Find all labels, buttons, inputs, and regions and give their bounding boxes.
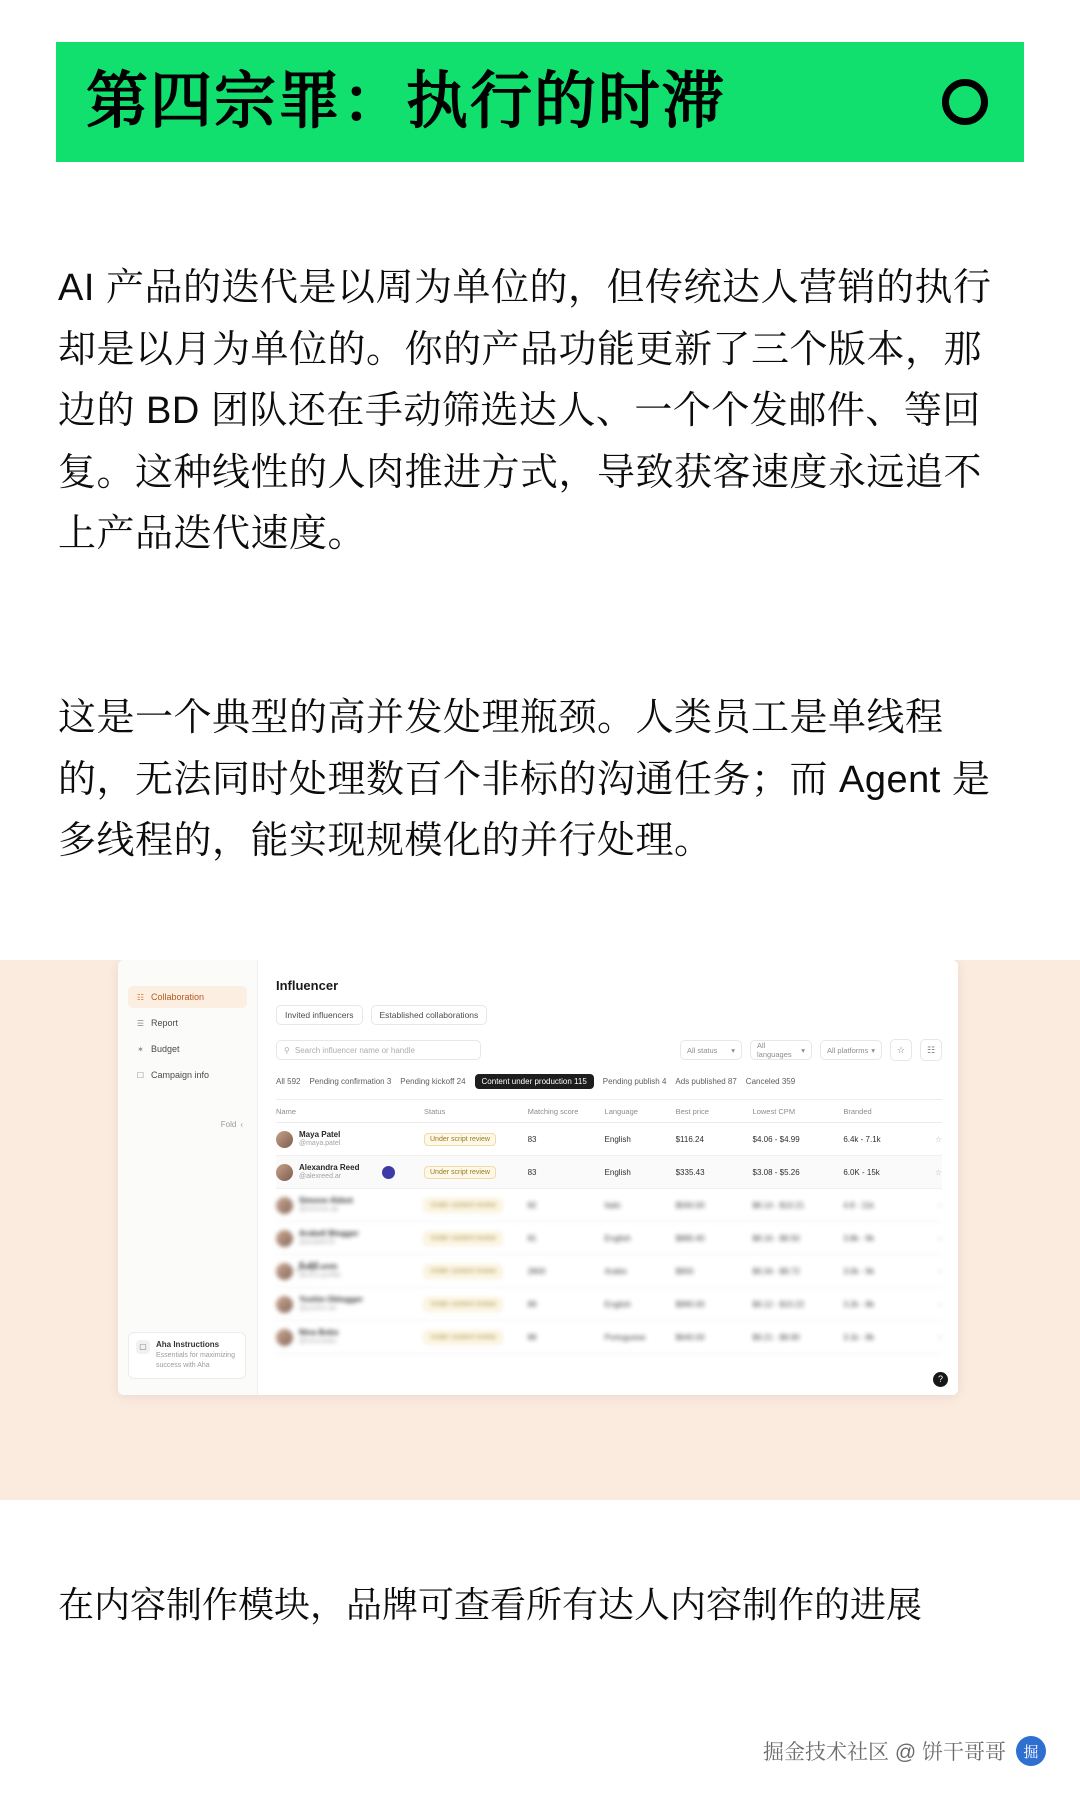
megaphone-icon: ☐ xyxy=(136,1070,145,1080)
document-icon: ☰ xyxy=(136,1018,145,1028)
star-icon[interactable]: ☆ xyxy=(890,1039,912,1061)
avatar xyxy=(276,1230,293,1247)
chevron-down-icon: ▾ xyxy=(801,1045,805,1055)
sidebar-fold-label: Fold xyxy=(220,1120,237,1129)
table-row[interactable] xyxy=(276,1156,942,1189)
avatar xyxy=(276,1131,293,1148)
row-status-cell xyxy=(424,1265,528,1278)
avatar xyxy=(276,1263,293,1280)
avatar xyxy=(276,1197,293,1214)
search-placeholder: Search influencer name or handle xyxy=(294,1045,415,1055)
chevron-left-icon: ‹ xyxy=(240,1120,243,1129)
table-row[interactable] xyxy=(276,1123,942,1156)
app-screenshot xyxy=(118,960,958,1395)
users-icon: ☷ xyxy=(136,992,145,1002)
row-best-price: $880.40 xyxy=(675,1233,705,1243)
paragraph-one: AI 产品的迭代是以周为单位的，但传统达人营销的执行却是以月为单位的。你的产品功能更新了三个版本，那边的 BD 团队还在手动筛选达人、一个个发邮件、等回复。这种线性的人肉推进方式，导致获客速度永远追不上产品迭代速度。 xyxy=(58,267,992,556)
row-handle: @arabell.bl xyxy=(299,1238,335,1246)
row-name: Nina Bobs xyxy=(299,1327,339,1337)
sidebar-item-collaboration[interactable] xyxy=(128,986,247,1008)
footer-credit xyxy=(763,1736,1046,1766)
row-cpm: $8.16 - $9.50 xyxy=(752,1233,800,1243)
row-star-icon[interactable]: ○ xyxy=(937,1233,942,1243)
row-handle: @unm.profile xyxy=(299,1271,341,1279)
column-header-status[interactable]: Status xyxy=(424,1106,446,1116)
row-score: 88 xyxy=(527,1332,537,1342)
chevron-down-icon: ▾ xyxy=(731,1045,735,1055)
sidebar-item-label: Collaboration xyxy=(151,992,205,1002)
row-best-price: $900 xyxy=(675,1266,694,1276)
select-status-value: All status xyxy=(687,1045,718,1055)
search-input[interactable] xyxy=(276,1040,481,1060)
column-header-lowest-cpm[interactable]: Lowest CPM xyxy=(752,1106,796,1116)
avatar xyxy=(276,1296,293,1313)
status-badge: Under content review xyxy=(424,1265,502,1278)
header-banner xyxy=(56,42,1024,162)
sidebar-item-report[interactable] xyxy=(128,1012,247,1034)
row-cpm: $3.08 - $5.26 xyxy=(752,1167,800,1177)
circle-outline-icon xyxy=(942,79,988,125)
status-badge: Under content review xyxy=(424,1232,502,1245)
row-name: Yoshin Oblogger xyxy=(299,1294,363,1304)
table-header-row xyxy=(276,1100,942,1123)
filter-chip-row xyxy=(276,1074,942,1089)
row-selection-indicator xyxy=(382,1166,395,1179)
row-branded: 3.1k - 8k xyxy=(843,1332,874,1342)
row-handle: @simone.ab xyxy=(299,1205,339,1213)
row-status-cell xyxy=(424,1232,528,1245)
help-icon[interactable]: ? xyxy=(933,1372,948,1387)
row-status-cell xyxy=(424,1298,528,1311)
row-handle: @yoshin.ob xyxy=(299,1304,337,1312)
row-cpm: $9.12 - $10.22 xyxy=(752,1299,805,1309)
row-name: ุยิ่งคุ้มี.unm xyxy=(299,1261,338,1271)
row-star-icon[interactable]: ○ xyxy=(937,1299,942,1309)
column-header-branded[interactable]: Branded xyxy=(843,1106,872,1116)
app-tab-bar xyxy=(276,1005,942,1025)
row-name-cell xyxy=(276,1196,424,1215)
filter-chip-all[interactable]: All 592 xyxy=(276,1077,301,1086)
row-best-price: $990.00 xyxy=(675,1299,705,1309)
sidebar-fold-button[interactable] xyxy=(221,1120,243,1129)
row-branded: 3.2k - 8k xyxy=(843,1299,874,1309)
app-sidebar xyxy=(118,960,258,1395)
status-badge: Under content review xyxy=(424,1298,502,1311)
row-score: 83 xyxy=(527,1134,537,1144)
row-name: Maya Patel xyxy=(299,1129,341,1139)
row-status-cell xyxy=(424,1331,528,1344)
table-row[interactable] xyxy=(276,1288,942,1321)
status-badge: Under script review xyxy=(424,1166,496,1179)
filter-chip-pending-publish[interactable]: Pending publish 4 xyxy=(602,1077,667,1086)
sidebar-item-label: Budget xyxy=(151,1044,180,1054)
aha-instructions-card[interactable] xyxy=(128,1332,246,1379)
filter-chip-pending-confirmation[interactable]: Pending confirmation 3 xyxy=(309,1077,392,1086)
row-handle: @nina.bobs xyxy=(299,1337,337,1345)
sidebar-item-budget[interactable] xyxy=(128,1038,247,1060)
row-language: English xyxy=(604,1233,631,1243)
chevron-down-icon: ▾ xyxy=(871,1045,875,1055)
book-icon: ▢ xyxy=(136,1340,150,1354)
row-name-cell xyxy=(276,1163,424,1182)
filter-chip-content-under-production[interactable]: Content under production 115 xyxy=(475,1074,594,1089)
row-status-cell xyxy=(424,1199,528,1212)
filter-chip-pending-kickoff[interactable]: Pending kickoff 24 xyxy=(400,1077,466,1086)
table-row[interactable] xyxy=(276,1321,942,1354)
sidebar-item-campaign-info[interactable] xyxy=(128,1064,247,1086)
row-score: 81 xyxy=(527,1233,537,1243)
row-branded: 3.8k - 9k xyxy=(843,1233,874,1243)
app-page-title: Influencer xyxy=(276,978,339,993)
row-name-cell xyxy=(276,1130,424,1149)
column-header-name[interactable]: Name xyxy=(276,1106,297,1116)
row-name: Alexandra Reed xyxy=(299,1162,360,1172)
row-name-cell xyxy=(276,1295,424,1314)
row-star-icon[interactable]: ○ xyxy=(937,1200,942,1210)
select-language[interactable] xyxy=(750,1040,812,1060)
footer-source-text: 掘金技术社区 @ 饼干哥哥 xyxy=(763,1741,1006,1764)
row-best-price: $116.24 xyxy=(675,1134,704,1144)
select-platform[interactable] xyxy=(820,1040,882,1060)
screenshot-backdrop xyxy=(0,960,1080,1500)
row-branded: 4.8 - 11k xyxy=(843,1200,874,1210)
row-best-price: $335.43 xyxy=(675,1167,705,1177)
row-language: Italic xyxy=(604,1200,621,1210)
tab-established-collaborations[interactable]: Established collaborations xyxy=(371,1005,488,1025)
select-platform-value: All platforms xyxy=(827,1045,869,1055)
column-header-language[interactable]: Language xyxy=(604,1106,638,1116)
avatar xyxy=(276,1164,293,1181)
aha-card-subtitle: Essentials for maximizing success with Aha xyxy=(156,1352,235,1369)
aha-card-title: Aha Instructions xyxy=(156,1340,220,1350)
status-badge: Under script review xyxy=(424,1133,496,1146)
row-language: English xyxy=(604,1134,631,1144)
row-score: 89 xyxy=(527,1299,537,1309)
status-badge: Under content review xyxy=(424,1331,502,1344)
row-branded: 3.0k - 9k xyxy=(843,1266,874,1276)
row-status-cell xyxy=(424,1133,528,1146)
row-branded: 6.0K - 15k xyxy=(843,1167,880,1177)
paragraph-two: 这是一个典型的高并发处理瓶颈。人类员工是单线程的，无法同时处理数百个非标的沟通任务；而 Agent 是多线程的，能实现规模化的并行处理。 xyxy=(58,697,991,863)
row-name-cell xyxy=(276,1229,424,1248)
coins-icon: ✶ xyxy=(137,1044,144,1054)
row-cpm: $8.14 - $10.21 xyxy=(752,1200,805,1210)
sidebar-item-label: Campaign info xyxy=(151,1070,210,1080)
image-caption: 在内容制作模块，品牌可查看所有达人内容制作的进展 xyxy=(58,1584,923,1625)
column-header-best-price[interactable]: Best price xyxy=(675,1106,709,1116)
row-cpm: $4.06 - $4.99 xyxy=(752,1134,800,1144)
select-language-value: All languages xyxy=(757,1041,792,1059)
row-cpm: $9.34 - $9.72 xyxy=(752,1266,800,1276)
table-row[interactable] xyxy=(276,1255,942,1288)
row-handle: @maya.patel xyxy=(299,1139,341,1147)
column-header-matching-score[interactable]: Matching score xyxy=(527,1106,579,1116)
row-name-cell xyxy=(276,1262,424,1281)
app-main-area xyxy=(258,960,958,1395)
filter-chip-ads-published[interactable]: Ads published 87 xyxy=(675,1077,737,1086)
row-score: 83 xyxy=(527,1167,537,1177)
app-toolbar xyxy=(276,1039,942,1061)
avatar xyxy=(276,1329,293,1346)
row-handle: @alexreed.ar xyxy=(299,1172,342,1180)
row-status-cell xyxy=(424,1166,528,1179)
row-best-price: $560.00 xyxy=(675,1200,705,1210)
influencer-table xyxy=(276,1099,942,1354)
row-cpm: $9.21 - $9.90 xyxy=(752,1332,800,1342)
status-badge: Under content review xyxy=(424,1199,502,1212)
row-branded: 6.4k - 7.1k xyxy=(843,1134,881,1144)
search-icon: ⚲ xyxy=(284,1045,290,1055)
filter-chip-canceled[interactable]: Canceled 359 xyxy=(745,1077,796,1086)
select-status[interactable] xyxy=(680,1040,742,1060)
table-row[interactable] xyxy=(276,1222,942,1255)
row-language: Arabic xyxy=(604,1266,628,1276)
row-name-cell xyxy=(276,1328,424,1347)
page-title: 第四宗罪：执行的时滞 xyxy=(86,67,727,136)
row-best-price: $640.00 xyxy=(675,1332,705,1342)
tab-invited-influencers[interactable]: Invited influencers xyxy=(276,1005,363,1025)
row-star-icon[interactable]: ○ xyxy=(937,1332,942,1342)
row-language: Portuguese xyxy=(604,1332,646,1342)
row-star-icon[interactable]: ☆ xyxy=(934,1167,942,1177)
row-score: 2800 xyxy=(527,1266,546,1276)
sidebar-item-label: Report xyxy=(151,1018,179,1028)
row-score: 82 xyxy=(527,1200,537,1210)
avatar: 掘 xyxy=(1016,1736,1046,1766)
row-language: English xyxy=(604,1299,631,1309)
row-star-icon[interactable]: ○ xyxy=(937,1266,942,1276)
row-language: English xyxy=(604,1167,631,1177)
row-name: Simone Abbot xyxy=(299,1195,353,1205)
table-row[interactable] xyxy=(276,1189,942,1222)
row-star-icon[interactable]: ☆ xyxy=(934,1134,942,1144)
row-name: Arabell Blogger xyxy=(299,1228,359,1238)
grid-icon[interactable]: ☷ xyxy=(920,1039,942,1061)
